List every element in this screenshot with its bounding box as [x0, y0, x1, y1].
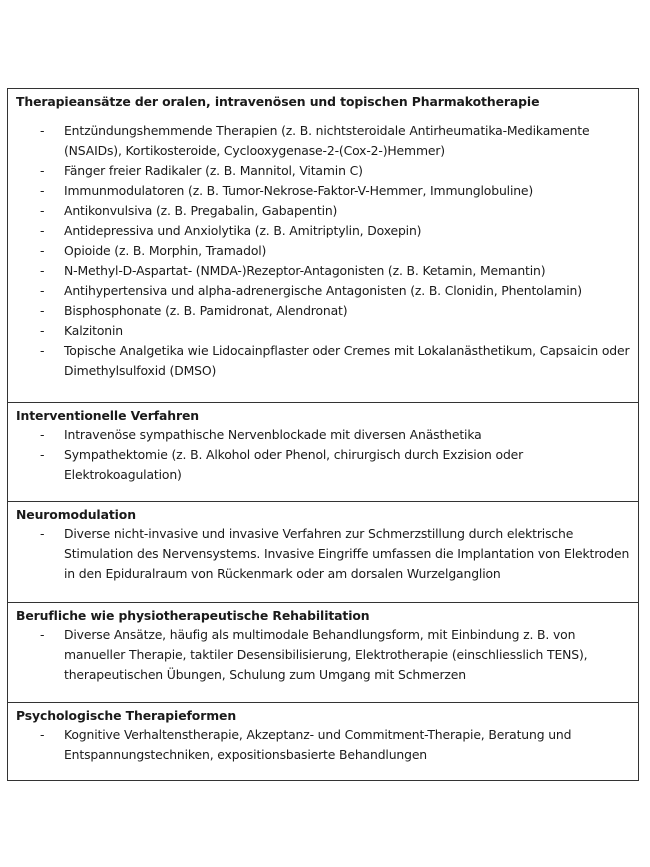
list-item	[16, 161, 630, 181]
therapy-section	[8, 702, 638, 780]
item-list	[16, 425, 630, 485]
list-item-text: Diverse nicht-invasive und invasive Verfahren zur Schmerzstillung durch elektrische Stimulation des Nervensystems. Invasive Eingriffe umfassen die Implantation von Elektroden in den Epiduralraum von Rückenmark oder am dorsalen Wurzelganglion	[64, 526, 630, 581]
list-item	[16, 201, 630, 221]
therapy-section	[8, 402, 638, 501]
list-item	[16, 241, 630, 261]
bullet-dash: -	[40, 283, 45, 298]
bullet-dash: -	[40, 447, 45, 462]
list-item-text: Immunmodulatoren (z. B. Tumor-Nekrose-Faktor-V-Hemmer, Immunglobuline)	[64, 183, 534, 198]
list-item	[16, 301, 630, 321]
bullet-dash: -	[40, 727, 45, 742]
list-item-text: Bisphosphonate (z. B. Pamidronat, Alendronat)	[64, 303, 348, 318]
list-item-text: Kognitive Verhaltenstherapie, Akzeptanz- und Commitment-Therapie, Beratung und Entspannungstechniken, expositionsbasierte Behandlungen	[64, 727, 572, 762]
list-item	[16, 524, 630, 584]
therapy-section	[8, 501, 638, 602]
list-item-text: Fänger freier Radikaler (z. B. Mannitol, Vitamin C)	[64, 163, 363, 178]
list-item	[16, 221, 630, 241]
item-list	[16, 524, 630, 584]
list-item	[16, 321, 630, 341]
list-item-text: Intravenöse sympathische Nervenblockade mit diversen Anästhetika	[64, 427, 482, 442]
bullet-dash: -	[40, 203, 45, 218]
list-item-text: Antidepressiva und Anxiolytika (z. B. Amitriptylin, Doxepin)	[64, 223, 422, 238]
bullet-dash: -	[40, 163, 45, 178]
bullet-dash: -	[40, 243, 45, 258]
list-item-text: Topische Analgetika wie Lidocainpflaster oder Cremes mit Lokalanästhetikum, Capsaicin oder Dimethylsulfoxid (DMSO)	[64, 343, 630, 378]
list-item-text: Entzündungshemmende Therapien (z. B. nichtsteroidale Antirheumatika-Medikamente (NSAIDs), Kortikosteroide, Cyclooxygenase-2-(Cox-2-)Hemmer)	[64, 123, 590, 158]
section-title: Neuromodulation	[16, 507, 136, 522]
bullet-dash: -	[40, 183, 45, 198]
therapy-section	[8, 602, 638, 702]
list-item-text: Diverse Ansätze, häufig als multimodale Behandlungsform, mit Einbindung z. B. von manueller Therapie, taktiler Desensibilisierung, Elektrotherapie (einschliesslich TENS), therapeutischen Übungen, Schulung zum Umgang mit Schmerzen	[64, 627, 588, 682]
list-item-text: Kalzitonin	[64, 323, 123, 338]
bullet-dash: -	[40, 627, 45, 642]
list-item-text: Antihypertensiva und alpha-adrenergische Antagonisten (z. B. Clonidin, Phentolamin)	[64, 283, 582, 298]
bullet-dash: -	[40, 427, 45, 442]
list-item	[16, 281, 630, 301]
section-title: Berufliche wie physiotherapeutische Rehabilitation	[16, 608, 370, 623]
list-item	[16, 625, 630, 685]
section-title: Interventionelle Verfahren	[16, 408, 200, 423]
bullet-dash: -	[40, 526, 45, 541]
bullet-dash: -	[40, 223, 45, 238]
list-item-text: Antikonvulsiva (z. B. Pregabalin, Gabapentin)	[64, 203, 338, 218]
bullet-dash: -	[40, 263, 45, 278]
bullet-dash: -	[40, 323, 45, 338]
list-item-text: N-Methyl-D-Aspartat- (NMDA-)Rezeptor-Antagonisten (z. B. Ketamin, Memantin)	[64, 263, 546, 278]
list-item	[16, 725, 630, 765]
bullet-dash: -	[40, 343, 45, 358]
item-list	[16, 625, 630, 685]
list-item-text: Sympathektomie (z. B. Alkohol oder Phenol, chirurgisch durch Exzision oder Elektrokoagulation)	[64, 447, 524, 482]
list-item	[16, 445, 630, 485]
list-item	[16, 425, 630, 445]
list-item	[16, 181, 630, 201]
list-item-text: Opioide (z. B. Morphin, Tramadol)	[64, 243, 267, 258]
bullet-dash: -	[40, 303, 45, 318]
list-item	[16, 121, 630, 161]
section-title: Psychologische Therapieformen	[16, 708, 237, 723]
item-list	[16, 725, 630, 765]
list-item	[16, 341, 630, 381]
therapy-section	[8, 89, 638, 402]
therapy-table	[7, 88, 639, 781]
list-item	[16, 261, 630, 281]
bullet-dash: -	[40, 123, 45, 138]
item-list	[16, 121, 630, 381]
section-title: Therapieansätze der oralen, intravenösen und topischen Pharmakotherapie	[16, 94, 540, 109]
